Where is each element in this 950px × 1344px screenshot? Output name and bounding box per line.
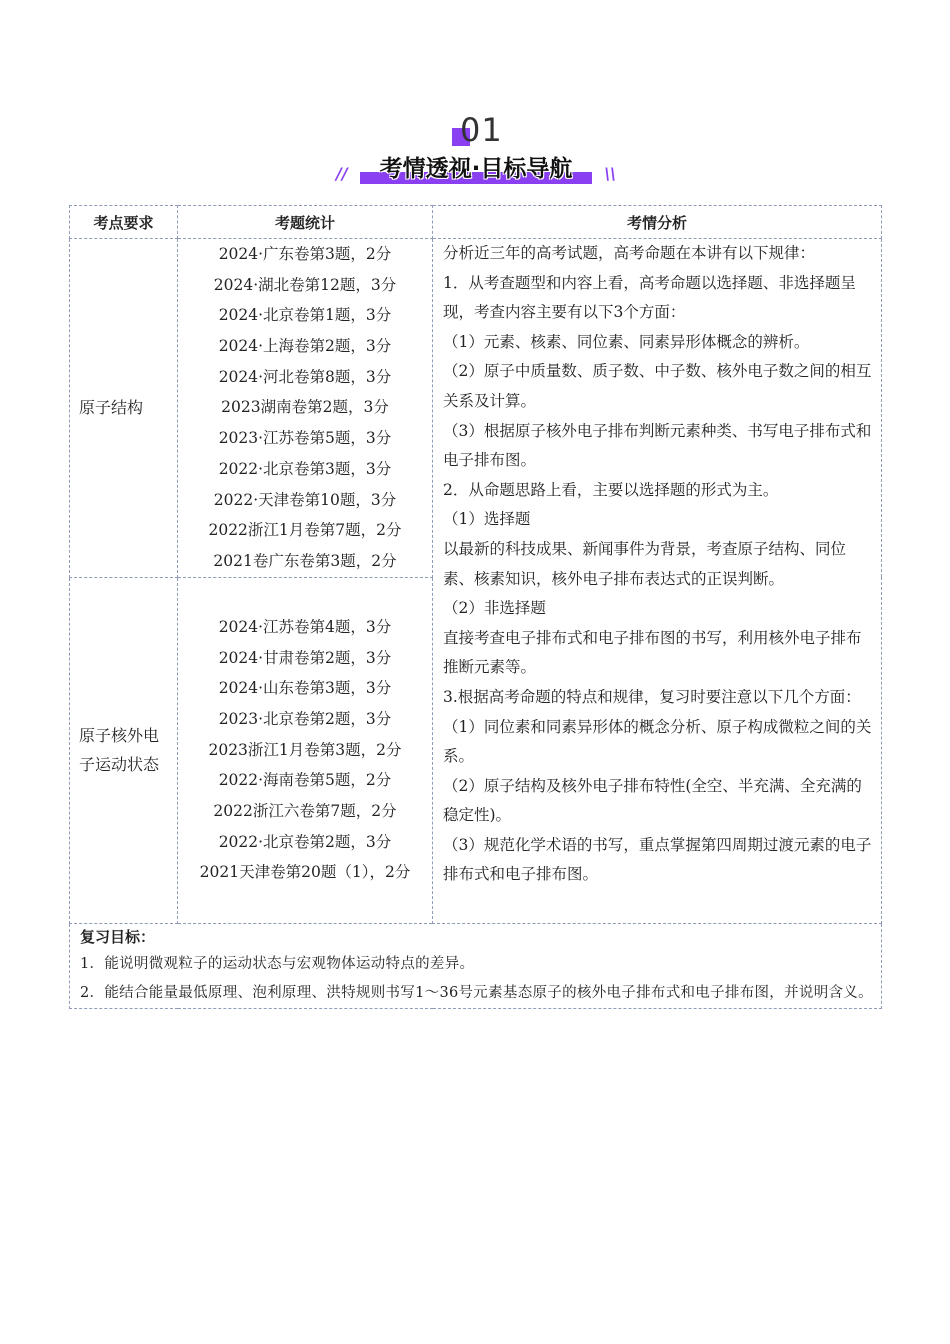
analysis-line: （1）同位素和同素异形体的概念分析、原子构成微粒之间的关系。 [443,717,872,766]
review-goals-title: 复习目标： [80,927,156,946]
statistics-cell [178,239,433,578]
analysis-line: 1．从考查题型和内容上看，高考命题以选择题、非选择题呈现，考查内容主要有以下3个方面： [443,273,856,322]
stat-item: 2024·河北卷第8题，3分 [218,367,392,386]
analysis-line: 分析近三年的高考试题，高考命题在本讲有以下规律： [443,244,816,262]
analysis-line: （3）根据原子核外电子排布判断元素种类、书写电子排布式和电子排布图。 [443,421,872,470]
stat-item: 2024·北京卷第1题，3分 [218,306,392,325]
analysis-line: （1）选择题 [443,510,531,529]
stat-item: 2024·甘肃卷第2题，3分 [218,648,392,667]
header-requirement: 考点要求 [70,206,178,239]
header-analysis: 考情分析 [433,206,882,239]
exam-analysis-table [69,205,882,1009]
section-header [0,110,950,190]
analysis-line: 直接考查电子排布式和电子排布图的书写，利用核外电子排布推断元素等。 [443,628,862,677]
stat-item: 2023·江苏卷第5题，3分 [218,429,392,448]
stat-item: 2023·北京卷第2题，3分 [218,710,392,729]
stat-item: 2022浙江六卷第7题，2分 [213,802,397,821]
section-number-text: 01 [460,111,503,149]
table-row [70,239,882,578]
section-title [334,152,618,188]
analysis-line: 2．从命题思路上看，主要以选择题的形式为主。 [443,480,779,499]
stat-item: 2024·上海卷第2题，3分 [218,337,392,356]
analysis-line: 3.根据高考命题的特点和规律，复习时要注意以下几个方面： [443,687,861,706]
header-statistics: 考题统计 [178,206,433,239]
review-goals-cell [70,923,882,1008]
stat-item: 2022浙江1月卷第7题，2分 [208,521,402,540]
stat-item: 2022·海南卷第5题，2分 [218,771,392,790]
statistics-cell [178,577,433,923]
stat-item: 2024·江苏卷第4题，3分 [218,617,392,636]
stat-item: 2022·北京卷第2题，3分 [218,832,392,851]
goals-row [70,923,882,1008]
stat-item: 2021卷广东卷第3题，2分 [213,551,397,570]
stat-item: 2024·湖北卷第12题，3分 [213,275,397,294]
analysis-line: （3）规范化学术语的书写，重点掌握第四周期过渡元素的电子排布式和电子排布图。 [443,835,872,884]
analysis-line: （2）原子中质量数、质子数、中子数、核外电子数之间的相互关系及计算。 [443,362,872,410]
slash-decoration-right: \\ [604,164,616,183]
analysis-line: （2）非选择题 [443,599,546,618]
stat-item: 2021天津卷第20题（1），2分 [199,863,411,882]
review-goal-item: 2．能结合能量最低原理、泡利原理、洪特规则书写1～36号元素基态原子的核外电子排布式和电子排布图，并说明含义。 [80,984,873,1001]
requirement-cell: 原子核外电子运动状态 [70,577,178,923]
stat-item: 2023湖南卷第2题，3分 [221,398,389,417]
section-title-text: 考情透视·目标导航 [379,156,573,182]
slash-decoration-left: // [336,164,348,183]
analysis-line: （2）原子结构及核外电子排布特性(全空、半充满、全充满的稳定性)。 [443,776,862,825]
analysis-line: 以最新的科技成果、新闻事件为背景，考查原子结构、同位素、核素知识，核外电子排布表达式的正误判断。 [443,539,847,588]
stat-item: 2022·天津卷第10题，3分 [213,490,397,509]
requirement-cell: 原子结构 [70,239,178,578]
table-header-row [70,206,882,239]
stat-item: 2022·北京卷第3题，3分 [218,459,392,478]
stat-item: 2024·广东卷第3题，2分 [218,245,392,263]
section-number [452,110,512,150]
stat-item: 2024·山东卷第3题，3分 [218,679,392,698]
review-goal-item: 1．能说明微观粒子的运动状态与宏观物体运动特点的差异。 [80,955,475,972]
analysis-cell [433,239,882,924]
analysis-line: （1）元素、核素、同位素、同素异形体概念的辨析。 [443,332,810,351]
stat-item: 2023浙江1月卷第3题，2分 [208,740,402,759]
